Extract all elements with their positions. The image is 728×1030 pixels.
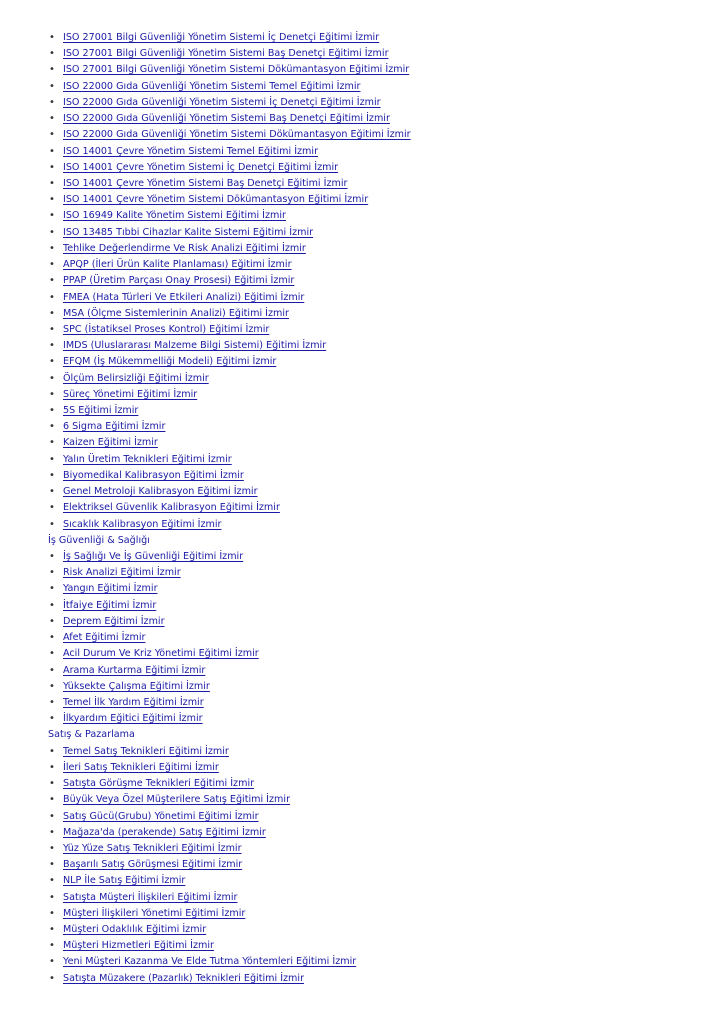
list-item (49, 517, 709, 533)
list-item (49, 127, 709, 143)
bullet-icon: • (49, 956, 55, 968)
training-link[interactable]: Satış Gücü(Grubu) Yönetimi Eğitimi İzmir (63, 810, 259, 822)
list-item (49, 144, 709, 160)
list-item (49, 46, 709, 62)
training-link[interactable]: ISO 22000 Gıda Güvenliği Yönetim Sistemi Baş Denetçi Eğitimi İzmir (63, 113, 390, 125)
list-item (49, 468, 709, 484)
training-link[interactable]: ISO 14001 Çevre Yönetim Sistemi Baş Denetçi Eğitimi İzmir (63, 177, 348, 189)
list-item (49, 403, 709, 419)
bullet-icon: • (49, 680, 55, 692)
training-link[interactable]: IMDS (Uluslararası Malzeme Bilgi Sistemi) Eğitimi İzmir (63, 340, 327, 352)
bullet-icon: • (49, 48, 55, 60)
training-link[interactable]: ISO 22000 Gıda Güvenliği Yönetim Sistemi Temel Eğitimi İzmir (63, 80, 361, 92)
list-item (49, 776, 709, 792)
training-link[interactable]: Satışta Müzakere (Pazarlık) Teknikleri Eğitimi İzmir (63, 972, 305, 984)
bullet-icon: • (49, 551, 55, 562)
bullet-icon: • (49, 842, 55, 854)
list-item (49, 62, 709, 78)
bullet-icon: • (49, 388, 55, 400)
list-item (49, 663, 709, 679)
training-link[interactable]: Deprem Eğitimi İzmir (63, 615, 165, 627)
bullet-icon: • (49, 194, 55, 206)
list-item (49, 111, 709, 127)
list-item (49, 825, 709, 841)
bullet-icon: • (49, 826, 55, 838)
list-item (49, 695, 709, 711)
bullet-icon: • (49, 859, 55, 871)
list-item (49, 192, 709, 208)
section-heading: Satış & Pazarlama (48, 729, 135, 741)
bullet-icon: • (49, 664, 55, 676)
bullet-icon: • (49, 405, 55, 417)
training-link[interactable]: APQP (İleri Ürün Kalite Planlaması) Eğitimi İzmir (63, 259, 292, 271)
bullet-icon: • (49, 113, 55, 125)
list-item (49, 971, 709, 987)
bullet-icon: • (49, 972, 55, 984)
list-item (49, 841, 709, 857)
training-link[interactable]: Temel Satış Teknikleri Eğitimi İzmir (63, 745, 229, 757)
training-link[interactable]: Müşteri Odaklılık Eğitimi İzmir (63, 924, 207, 936)
training-link[interactable]: İş Sağlığı Ve İş Güvenliği Eğitimi İzmir (63, 551, 244, 562)
list-item (49, 290, 709, 306)
list-item (49, 906, 709, 922)
bullet-icon: • (49, 615, 55, 627)
bullet-icon: • (49, 778, 55, 790)
training-link[interactable]: Büyük Veya Özel Müşterilere Satış Eğitimi İzmir (63, 794, 291, 806)
list-item (49, 581, 709, 597)
list-item (49, 160, 709, 176)
list-item (49, 873, 709, 889)
bullet-icon: • (49, 453, 55, 465)
training-link[interactable]: 6 Sigma Eğitimi İzmir (63, 421, 166, 433)
list-item (49, 565, 709, 581)
bullet-icon: • (49, 421, 55, 433)
bullet-icon: • (49, 907, 55, 919)
training-link[interactable]: Başarılı Satış Görüşmesi Eğitimi İzmir (63, 859, 243, 871)
training-link[interactable]: ISO 14001 Çevre Yönetim Sistemi Temel Eğitimi İzmir (63, 145, 319, 157)
training-link[interactable]: ISO 27001 Bilgi Güvenliği Yönetim Sistemi İç Denetçi Eğitimi İzmir (63, 32, 380, 43)
list-item (49, 95, 709, 111)
bullet-icon: • (49, 32, 55, 43)
training-link[interactable]: Kaizen Eğitimi İzmir (63, 437, 158, 449)
training-link[interactable]: Acil Durum Ve Kriz Yönetimi Eğitimi İzmir (63, 648, 259, 660)
training-link[interactable]: Ölçüm Belirsizliği Eğitimi İzmir (63, 372, 209, 384)
training-link[interactable]: Yeni Müşteri Kazanma Ve Elde Tutma Yöntemleri Eğitimi İzmir (63, 956, 357, 968)
training-link[interactable]: PPAP (Üretim Parçası Onay Prosesi) Eğitimi İzmir (63, 275, 295, 287)
bullet-icon: • (49, 924, 55, 936)
list-item (49, 306, 709, 322)
bullet-icon: • (49, 648, 55, 660)
training-link[interactable]: Elektriksel Güvenlik Kalibrasyon Eğitimi İzmir (63, 502, 280, 514)
training-link[interactable]: Yüz Yüze Satış Teknikleri Eğitimi İzmir (63, 842, 242, 854)
bullet-icon: • (49, 129, 55, 141)
bullet-icon: • (49, 323, 55, 335)
training-link[interactable]: Sıcaklık Kalibrasyon Eğitimi İzmir (63, 518, 222, 530)
list-item (49, 208, 709, 224)
list-item (49, 922, 709, 938)
training-link[interactable]: İlkyardım Eğitici Eğitimi İzmir (63, 713, 203, 725)
bullet-icon: • (49, 518, 55, 530)
training-link[interactable]: Satışta Görüşme Teknikleri Eğitimi İzmir (63, 778, 255, 790)
bullet-icon: • (49, 940, 55, 952)
training-link[interactable]: ISO 14001 Çevre Yönetim Sistemi Dökümantasyon Eğitimi İzmir (63, 194, 369, 206)
bullet-icon: • (49, 340, 55, 352)
training-link[interactable]: Genel Metroloji Kalibrasyon Eğitimi İzmir (63, 486, 258, 498)
training-link[interactable]: Tehlike Değerlendirme Ve Risk Analizi Eğitimi İzmir (63, 242, 306, 254)
bullet-icon: • (49, 96, 55, 108)
training-link[interactable]: NLP İle Satış Eğitimi İzmir (63, 875, 186, 887)
list-item (49, 744, 709, 760)
training-link[interactable]: SPC (İstatiksel Proses Kontrol) Eğitimi İzmir (63, 323, 270, 335)
list-item (49, 241, 709, 257)
list-item (49, 419, 709, 435)
list-item (49, 176, 709, 192)
training-link[interactable]: Arama Kurtarma Eğitimi İzmir (63, 664, 206, 676)
bullet-icon: • (49, 161, 55, 173)
bullet-icon: • (49, 486, 55, 498)
bullet-icon: • (49, 307, 55, 319)
section-heading: İş Güvenliği & Sağlığı (48, 534, 150, 546)
bullet-icon: • (49, 469, 55, 481)
training-link[interactable]: Temel İlk Yardım Eğitimi İzmir (63, 696, 204, 708)
list-item (49, 435, 709, 451)
bullet-icon: • (49, 875, 55, 887)
training-link[interactable]: ISO 27001 Bilgi Güvenliği Yönetim Sistemi Baş Denetçi Eğitimi İzmir (63, 48, 389, 60)
training-link[interactable]: Yangın Eğitimi İzmir (63, 583, 158, 595)
list-item (49, 598, 709, 614)
bullet-icon: • (49, 210, 55, 222)
bullet-icon: • (49, 794, 55, 806)
bullet-icon: • (49, 291, 55, 303)
bullet-icon: • (49, 583, 55, 595)
bullet-icon: • (49, 713, 55, 725)
list-item (49, 387, 709, 403)
training-link[interactable]: Biyomedikal Kalibrasyon Eğitimi İzmir (63, 469, 244, 481)
list-item (49, 938, 709, 954)
bullet-icon: • (49, 437, 55, 449)
bullet-icon: • (49, 372, 55, 384)
training-link[interactable]: İtfaiye Eğitimi İzmir (63, 599, 157, 611)
list-item (49, 257, 709, 273)
bullet-icon: • (49, 632, 55, 644)
bullet-icon: • (49, 64, 55, 76)
bullet-icon: • (49, 891, 55, 903)
bullet-icon: • (49, 745, 55, 757)
training-link[interactable]: ISO 22000 Gıda Güvenliği Yönetim Sistemi Dökümantasyon Eğitimi İzmir (63, 129, 411, 141)
list-item (49, 484, 709, 500)
bullet-icon: • (49, 177, 55, 189)
training-link[interactable]: EFQM (İş Mükemmelliği Modeli) Eğitimi İzmir (63, 356, 277, 368)
training-link[interactable]: Satışta Müşteri İlişkileri Eğitimi İzmir (63, 891, 238, 903)
training-link[interactable]: Yüksekte Çalışma Eğitimi İzmir (63, 680, 210, 692)
training-link[interactable]: ISO 13485 Tıbbi Cihazlar Kalite Sistemi Eğitimi İzmir (63, 226, 314, 238)
bullet-icon: • (49, 242, 55, 254)
list-item (49, 30, 709, 46)
bullet-icon: • (49, 810, 55, 822)
training-link[interactable]: ISO 14001 Çevre Yönetim Sistemi İç Denetçi Eğitimi İzmir (63, 161, 339, 173)
training-link[interactable]: Müşteri Hizmetleri Eğitimi İzmir (63, 940, 214, 952)
training-link[interactable]: 5S Eğitimi İzmir (63, 405, 139, 417)
bullet-icon: • (49, 502, 55, 514)
training-link[interactable]: İleri Satış Teknikleri Eğitimi İzmir (63, 761, 219, 773)
training-link[interactable]: FMEA (Hata Türleri Ve Etkileri Analizi) Eğitimi İzmir (63, 291, 305, 303)
list-item (49, 452, 709, 468)
list-item (49, 371, 709, 387)
list-item (49, 614, 709, 630)
training-link[interactable]: Mağaza'da (perakende) Satış Eğitimi İzmir (63, 826, 266, 838)
bullet-icon: • (49, 599, 55, 611)
bullet-icon: • (49, 761, 55, 773)
training-link[interactable]: ISO 27001 Bilgi Güvenliği Yönetim Sistemi Dökümantasyon Eğitimi İzmir (63, 64, 410, 76)
list-item (49, 792, 709, 808)
list-item (49, 273, 709, 289)
training-link[interactable]: ISO 16949 Kalite Yönetim Sistemi Eğitimi İzmir (63, 210, 286, 222)
list-item (49, 500, 709, 516)
bullet-icon: • (49, 356, 55, 368)
list-item (49, 857, 709, 873)
list-item (49, 354, 709, 370)
training-link[interactable]: ISO 22000 Gıda Güvenliği Yönetim Sistemi İç Denetçi Eğitimi İzmir (63, 96, 381, 108)
list-item (49, 711, 709, 727)
list-item (49, 809, 709, 825)
list-item (49, 79, 709, 95)
list-item (49, 890, 709, 906)
list-item (49, 338, 709, 354)
list-item (49, 954, 709, 970)
bullet-icon: • (49, 275, 55, 287)
bullet-icon: • (49, 567, 55, 579)
list-item (49, 322, 709, 338)
list-item (49, 630, 709, 646)
list-item (49, 549, 709, 565)
bullet-icon: • (49, 80, 55, 92)
bullet-icon: • (49, 259, 55, 271)
training-link[interactable]: MSA (Ölçme Sistemlerinin Analizi) Eğitimi İzmir (63, 307, 289, 319)
training-link[interactable]: Müşteri İlişkileri Yönetimi Eğitimi İzmir (63, 907, 246, 919)
list-item (49, 760, 709, 776)
list-item (49, 225, 709, 241)
bullet-icon: • (49, 226, 55, 238)
training-link[interactable]: Afet Eğitimi İzmir (63, 632, 146, 644)
bullet-icon: • (49, 696, 55, 708)
training-link[interactable]: Süreç Yönetimi Eğitimi İzmir (63, 388, 198, 400)
bullet-icon: • (49, 145, 55, 157)
training-link[interactable]: Yalın Üretim Teknikleri Eğitimi İzmir (63, 453, 232, 465)
training-link[interactable]: Risk Analizi Eğitimi İzmir (63, 567, 181, 579)
list-item (49, 679, 709, 695)
list-item (49, 646, 709, 662)
document-page (49, 30, 709, 987)
